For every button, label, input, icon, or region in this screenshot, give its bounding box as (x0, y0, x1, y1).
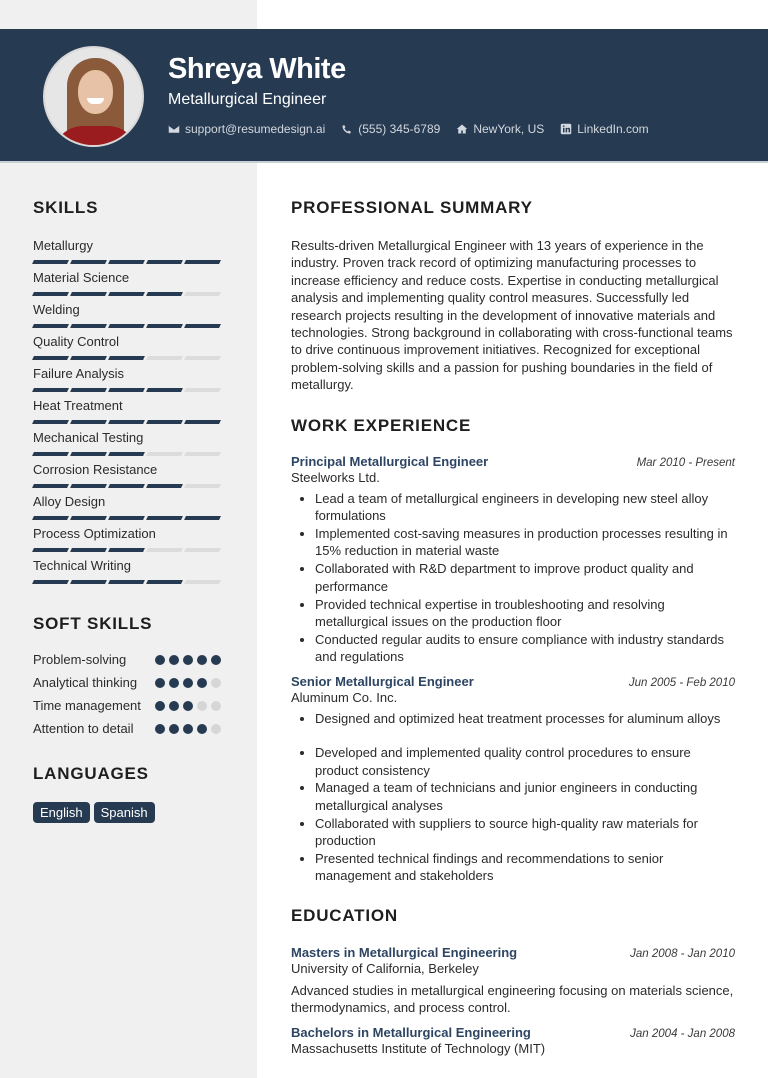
skill-item (33, 526, 223, 558)
soft-skill-item (33, 651, 223, 669)
skill-name: Material Science (33, 270, 130, 285)
rating-dot (155, 701, 165, 711)
experience-heading: WORK EXPERIENCE (291, 415, 472, 435)
job-bullet: • Collaborated with suppliers to source high-quality raw materials for production (315, 815, 735, 850)
contact-linkedin[interactable]: LinkedIn.com (560, 122, 648, 136)
soft-skill-name: Problem-solving (33, 652, 127, 667)
rating-dot (169, 678, 179, 688)
skill-name: Heat Treatment (33, 398, 123, 413)
job-bullet: • Lead a team of metallurgical engineers in developing new steel alloy formulations (315, 490, 735, 525)
rating-segment (184, 484, 221, 488)
job-bullet: • Managed a team of technicians and junior engineers in conducting metallurgical analyses (315, 779, 735, 814)
candidate-role: Metallurgical Engineer (168, 91, 327, 108)
job-title: Senior Metallurgical Engineer (291, 673, 474, 689)
rating-segment (70, 356, 107, 360)
soft-skills-heading: SOFT SKILLS (33, 614, 153, 633)
skill-name: Mechanical Testing (33, 430, 144, 445)
sidebar (33, 198, 223, 823)
soft-skill-rating (155, 697, 223, 715)
education-heading: EDUCATION (291, 905, 398, 925)
education-header (291, 1025, 735, 1040)
education-entry (291, 945, 735, 1017)
skill-rating-bar (33, 324, 223, 328)
contact-email[interactable]: support@resumedesign.ai (168, 122, 325, 136)
job-bullet: • Presented technical findings and recommendations to senior management and stakeholders (315, 850, 735, 885)
rating-segment (184, 260, 221, 264)
rating-segment (146, 548, 183, 552)
rating-segment (32, 484, 69, 488)
job-header (291, 454, 735, 469)
skill-rating-bar (33, 260, 223, 264)
experience-list (291, 454, 735, 885)
skill-item (33, 398, 223, 430)
skill-rating-bar (33, 420, 223, 424)
rating-segment (184, 548, 221, 552)
rating-segment (146, 388, 183, 392)
envelope-icon (168, 123, 180, 135)
skill-name: Welding (33, 302, 80, 317)
skills-list (33, 238, 223, 590)
rating-dot (197, 724, 207, 734)
rating-segment (32, 420, 69, 424)
job-bullet: • Provided technical expertise in troubleshooting and resolving metallurgical issues on the production floor (315, 596, 735, 631)
rating-segment (184, 516, 221, 520)
languages-list (33, 802, 223, 823)
skill-rating-bar (33, 516, 223, 520)
soft-skill-item (33, 674, 223, 692)
rating-segment (108, 548, 145, 552)
rating-segment (70, 452, 107, 456)
rating-segment (70, 580, 107, 584)
skill-name: Metallurgy (33, 238, 93, 253)
candidate-name: Shreya White (168, 53, 346, 85)
home-icon (456, 123, 468, 135)
rating-segment (146, 356, 183, 360)
skill-rating-bar (33, 548, 223, 552)
skill-name: Technical Writing (33, 558, 132, 573)
job-entry (291, 454, 735, 666)
skill-item (33, 558, 223, 590)
soft-skill-rating (155, 674, 223, 692)
school-name: University of California, Berkeley (291, 960, 479, 976)
rating-segment (70, 484, 107, 488)
profile-photo (43, 46, 144, 147)
rating-segment (146, 420, 183, 424)
education-date: Jan 2004 - Jan 2008 (630, 1027, 735, 1040)
rating-segment (108, 516, 145, 520)
soft-skill-name: Time management (33, 698, 141, 713)
summary-text: Results-driven Metallurgical Engineer with 13 years of experience in the industry. Proven track record of optimizing manufacturing processes to increase efficiency and reduce costs. Expertise in conducting metallurgical analysis and implementing quality control measures. Successfully led research projects resulting in the development of innovative materials and technologies. Strong background in collaborating with cross-functional teams to drive continuous improvement initiatives. Recognized for exceptional problem-solving skills and a passion for pushing boundaries in the field of metallurgy. (291, 238, 733, 393)
skill-item (33, 462, 223, 494)
rating-segment (146, 260, 183, 264)
phone-icon (341, 123, 353, 135)
skill-name: Quality Control (33, 334, 119, 349)
rating-segment (184, 356, 221, 360)
rating-dot (155, 655, 165, 665)
rating-segment (108, 420, 145, 424)
rating-segment (108, 324, 145, 328)
rating-dot (169, 655, 179, 665)
skill-rating-bar (33, 484, 223, 488)
languages-heading: LANGUAGES (33, 764, 149, 783)
rating-dot (183, 655, 193, 665)
job-company: Aluminum Co. Inc. (291, 689, 398, 705)
education-entry (291, 1025, 735, 1056)
rating-dot (211, 724, 221, 734)
resume-header (0, 29, 768, 163)
rating-segment (146, 484, 183, 488)
skill-item (33, 238, 223, 270)
soft-skill-name: Analytical thinking (33, 675, 138, 690)
rating-dot (183, 701, 193, 711)
rating-dot (155, 724, 165, 734)
rating-segment (70, 548, 107, 552)
soft-skill-item (33, 720, 223, 738)
degree-title: Bachelors in Metallurgical Engineering (291, 1024, 531, 1040)
education-list (291, 945, 735, 1056)
job-bullet: • Developed and implemented quality control procedures to ensure product consistency (315, 744, 735, 779)
job-bullet: • Collaborated with R&D department to improve product quality and performance (315, 560, 735, 595)
job-header (291, 674, 735, 689)
rating-dot (169, 724, 179, 734)
job-bullets (291, 490, 735, 666)
rating-segment (146, 324, 183, 328)
skill-item (33, 430, 223, 462)
education-header (291, 945, 735, 960)
rating-segment (70, 324, 107, 328)
education-date: Jan 2008 - Jan 2010 (630, 947, 735, 960)
rating-segment (32, 260, 69, 264)
job-entry (291, 674, 735, 885)
rating-segment (32, 516, 69, 520)
rating-dot (211, 655, 221, 665)
job-bullet: • Implemented cost-saving measures in production processes resulting in 15% reduction in material waste (315, 525, 735, 560)
education-description: Advanced studies in metallurgical engineering focusing on materials science, thermodynamics, and process control. (291, 982, 734, 1016)
job-bullets (291, 710, 735, 885)
rating-segment (32, 580, 69, 584)
rating-dot (197, 701, 207, 711)
rating-dot (197, 655, 207, 665)
rating-segment (184, 452, 221, 456)
rating-segment (108, 388, 145, 392)
job-date: Mar 2010 - Present (636, 456, 735, 469)
rating-segment (70, 516, 107, 520)
linkedin-icon (560, 123, 572, 135)
rating-dot (197, 678, 207, 688)
rating-dot (183, 724, 193, 734)
job-title: Principal Metallurgical Engineer (291, 453, 489, 469)
rating-segment (184, 420, 221, 424)
rating-segment (146, 516, 183, 520)
rating-segment (70, 292, 107, 296)
rating-segment (32, 292, 69, 296)
skill-name: Alloy Design (33, 494, 106, 509)
rating-segment (108, 356, 145, 360)
skill-item (33, 302, 223, 334)
job-company: Steelworks Ltd. (291, 469, 380, 485)
rating-segment (108, 292, 145, 296)
degree-title: Masters in Metallurgical Engineering (291, 944, 518, 960)
rating-segment (108, 580, 145, 584)
skill-rating-bar (33, 356, 223, 360)
contact-row (168, 122, 649, 136)
soft-skill-rating (155, 651, 223, 669)
language-badge: English (33, 802, 90, 823)
rating-dot (169, 701, 179, 711)
skill-rating-bar (33, 292, 223, 296)
contact-location: NewYork, US (456, 122, 544, 136)
job-date: Jun 2005 - Feb 2010 (628, 676, 735, 689)
skill-item (33, 270, 223, 302)
rating-segment (108, 452, 145, 456)
rating-segment (146, 292, 183, 296)
soft-skill-item (33, 697, 223, 715)
rating-segment (184, 324, 221, 328)
skill-item (33, 366, 223, 398)
language-badge: Spanish (94, 802, 155, 823)
rating-segment (32, 324, 69, 328)
rating-dot (155, 678, 165, 688)
school-name: Massachusetts Institute of Technology (MIT) (291, 1040, 546, 1056)
main-content (291, 198, 735, 1056)
soft-skills-list (33, 651, 223, 738)
skill-rating-bar (33, 580, 223, 584)
rating-segment (146, 452, 183, 456)
skill-item (33, 334, 223, 366)
skill-rating-bar (33, 452, 223, 456)
skill-name: Corrosion Resistance (33, 462, 158, 477)
rating-segment (184, 292, 221, 296)
rating-segment (32, 548, 69, 552)
rating-dot (211, 678, 221, 688)
rating-dot (183, 678, 193, 688)
job-bullet: • Designed and optimized heat treatment processes for aluminum alloys (315, 710, 735, 727)
rating-segment (146, 580, 183, 584)
rating-segment (108, 260, 145, 264)
rating-segment (32, 452, 69, 456)
rating-segment (32, 388, 69, 392)
job-bullet: • Conducted regular audits to ensure compliance with industry standards and regulations (315, 631, 735, 666)
contact-phone[interactable]: (555) 345-6789 (341, 122, 440, 136)
soft-skill-name: Attention to detail (33, 721, 134, 736)
rating-segment (184, 580, 221, 584)
skills-heading: SKILLS (33, 198, 99, 217)
rating-segment (70, 388, 107, 392)
soft-skill-rating (155, 720, 223, 738)
rating-segment (108, 484, 145, 488)
rating-segment (32, 356, 69, 360)
summary-heading: PROFESSIONAL SUMMARY (291, 198, 533, 217)
rating-segment (70, 260, 107, 264)
skill-rating-bar (33, 388, 223, 392)
rating-dot (211, 701, 221, 711)
skill-name: Process Optimization (33, 526, 156, 541)
skill-item (33, 494, 223, 526)
rating-segment (70, 420, 107, 424)
rating-segment (184, 388, 221, 392)
skill-name: Failure Analysis (33, 366, 125, 381)
